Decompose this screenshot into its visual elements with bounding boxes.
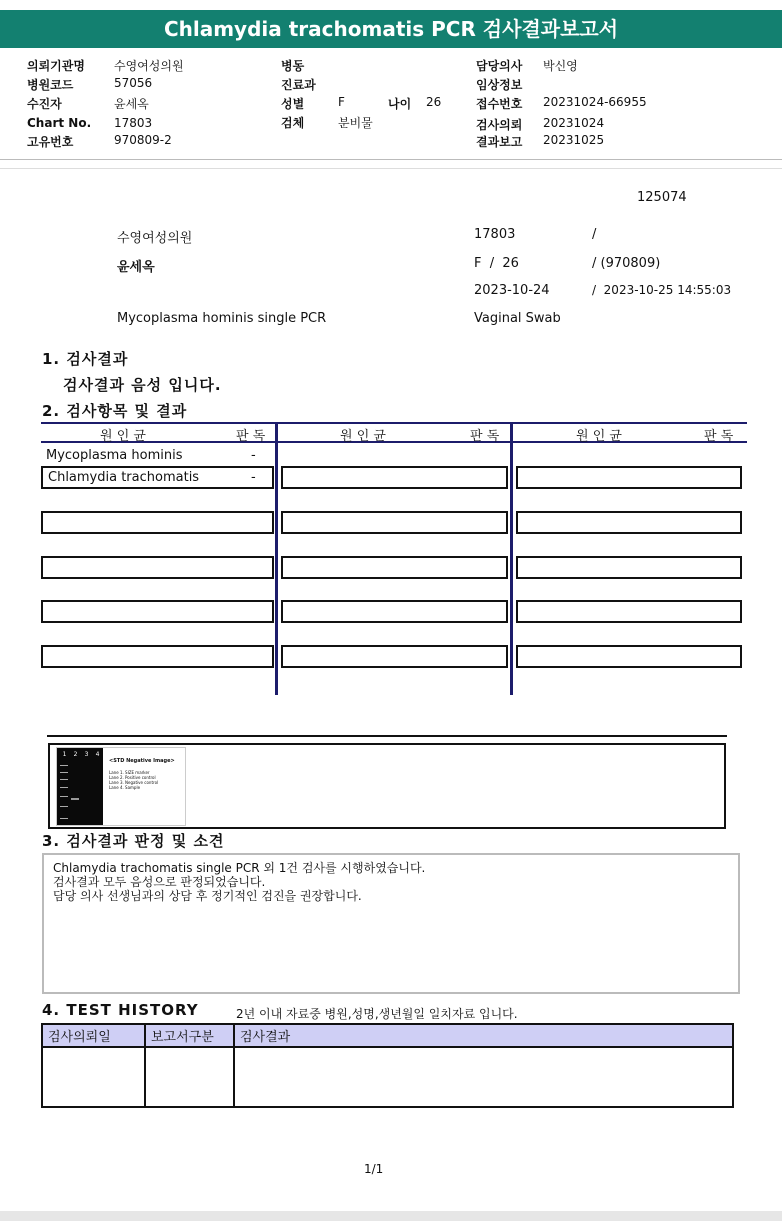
result-cell <box>516 645 742 668</box>
opinion-text <box>53 861 425 903</box>
pathogen-result: - <box>251 448 256 463</box>
grid-column-divider <box>510 422 513 695</box>
id-number: 125074 <box>637 190 687 205</box>
page-number: 1/1 <box>364 1162 384 1176</box>
header-value: 박신영 <box>543 59 578 73</box>
header-label: 성별 <box>281 97 305 111</box>
opinion-line: 검사결과 모두 음성으로 판정되었습니다. <box>53 875 266 889</box>
header-label: 검사의뢰 <box>476 118 523 132</box>
history-note: 2년 이내 자료중 병원,성명,생년월일 일치자료 입니다. <box>236 1007 518 1021</box>
result-cell <box>516 556 742 579</box>
lane-number: 2 <box>73 751 78 758</box>
header-value: 26 <box>426 95 442 109</box>
opinion-line: 담당 의사 선생님과의 상담 후 정기적인 검진을 권장합니다. <box>53 889 362 903</box>
section-2-title: 2. 검사항목 및 결과 <box>42 402 188 420</box>
header-label: 나이 <box>388 97 412 111</box>
header-label: 결과보고 <box>476 135 523 149</box>
header-label: 의뢰기관명 <box>27 59 85 73</box>
history-col-result: 검사결과 <box>234 1024 733 1047</box>
result-cell <box>41 645 274 668</box>
patient-name: 윤세옥 <box>117 260 155 275</box>
pathogen-name: Chlamydia trachomatis <box>48 470 200 485</box>
header-label: 수진자 <box>27 97 62 111</box>
grid-header-line <box>41 441 747 443</box>
separator: / <box>592 227 597 242</box>
gel-figure <box>56 747 186 826</box>
lane-number: 4 <box>95 751 100 758</box>
header-divider <box>0 159 782 160</box>
gel-caption-line: Lane 3. Negative control <box>109 780 159 785</box>
header-label: 접수번호 <box>476 97 523 111</box>
history-header-row <box>42 1024 733 1047</box>
result-cell <box>281 556 508 579</box>
header-divider <box>0 168 782 169</box>
history-col-request-date: 검사의뢰일 <box>42 1024 145 1047</box>
opinion-line: Chlamydia trachomatis single PCR 외 1건 검사를 시행하였습니다. <box>53 861 426 875</box>
result-summary: 검사결과 음성 입니다. <box>63 376 222 394</box>
pathogen-result: - <box>251 470 256 485</box>
col-judgement-header: 판 독 <box>236 429 266 444</box>
col-judgement-header: 판 독 <box>470 429 500 444</box>
result-cell <box>281 600 508 623</box>
result-cell <box>516 600 742 623</box>
gel-caption-line: Lane 1. SIZE marker <box>109 770 150 775</box>
gel-image-box <box>48 743 726 829</box>
result-cell <box>41 556 274 579</box>
specimen-type: Vaginal Swab <box>474 311 561 326</box>
section-1-title: 1. 검사결과 <box>42 350 129 368</box>
header-label: 검체 <box>281 116 305 130</box>
history-cell <box>234 1047 733 1107</box>
header-value: 17803 <box>114 116 153 130</box>
result-cell <box>41 511 274 534</box>
header-value: 수영여성의원 <box>114 59 184 73</box>
lane-number: 1 <box>62 751 67 758</box>
gel-divider <box>47 735 727 737</box>
header-label: 병동 <box>281 59 305 73</box>
birth-date: / (970809) <box>592 256 661 271</box>
lane-number: 3 <box>84 751 89 758</box>
sex-age: F / 26 <box>474 256 519 271</box>
section-4-title: 4. TEST HISTORY <box>42 1001 199 1019</box>
header-value: 분비물 <box>338 116 373 130</box>
header-label: 진료과 <box>281 78 316 92</box>
history-row <box>42 1047 733 1107</box>
result-cell <box>41 466 274 489</box>
hospital-name: 수영여성의원 <box>117 231 193 246</box>
report-title: Chlamydia trachomatis PCR 검사결과보고서 <box>163 17 619 41</box>
header-label: 담당의사 <box>476 59 523 73</box>
history-cell <box>145 1047 234 1107</box>
gel-caption-line: Lane 2. Positive control <box>109 775 156 780</box>
col-pathogen-header: 원 인 균 <box>100 429 146 444</box>
request-date: 2023-10-24 <box>474 283 550 298</box>
header-value: 윤세옥 <box>114 97 149 111</box>
header-value: F <box>338 95 345 109</box>
header-value: 20231024 <box>543 116 605 130</box>
col-pathogen-header: 원 인 균 <box>576 429 622 444</box>
gel-caption-line: Lane 4. Sample <box>109 785 141 790</box>
gel-caption-title: <STD Negative Image> <box>109 758 175 764</box>
result-cell <box>281 645 508 668</box>
report-datetime: / 2023-10-25 14:55:03 <box>592 283 732 297</box>
footer-bar <box>0 1211 782 1221</box>
header-value: 57056 <box>114 76 153 90</box>
result-cell <box>41 600 274 623</box>
grid-column-divider <box>275 422 278 695</box>
header-label: 고유번호 <box>27 135 74 149</box>
header-label: 임상정보 <box>476 78 523 92</box>
result-cell <box>516 511 742 534</box>
header-value: 20231025 <box>543 133 605 147</box>
history-table <box>41 1023 734 1108</box>
opinion-box <box>42 853 740 994</box>
grid-top-line <box>41 422 747 424</box>
history-col-report-type: 보고서구분 <box>145 1024 234 1047</box>
result-cell <box>281 511 508 534</box>
chart-number: 17803 <box>474 227 516 242</box>
gel-caption-legend <box>109 770 158 790</box>
history-cell <box>42 1047 145 1107</box>
header-value: 20231024-66955 <box>543 95 647 109</box>
gel-lanes-image <box>57 748 103 825</box>
section-3-title: 3. 검사결과 판정 및 소견 <box>42 832 225 850</box>
pathogen-name: Mycoplasma hominis <box>46 448 183 463</box>
col-pathogen-header: 원 인 균 <box>340 429 386 444</box>
header-label: 병원코드 <box>27 78 74 92</box>
col-judgement-header: 판 독 <box>704 429 734 444</box>
lane-numbers <box>59 751 103 758</box>
header-label: Chart No. <box>27 116 92 130</box>
test-name: Mycoplasma hominis single PCR <box>117 311 327 326</box>
result-cell <box>281 466 508 489</box>
title-bar <box>0 10 782 48</box>
result-cell <box>516 466 742 489</box>
header-value: 970809-2 <box>114 133 172 147</box>
